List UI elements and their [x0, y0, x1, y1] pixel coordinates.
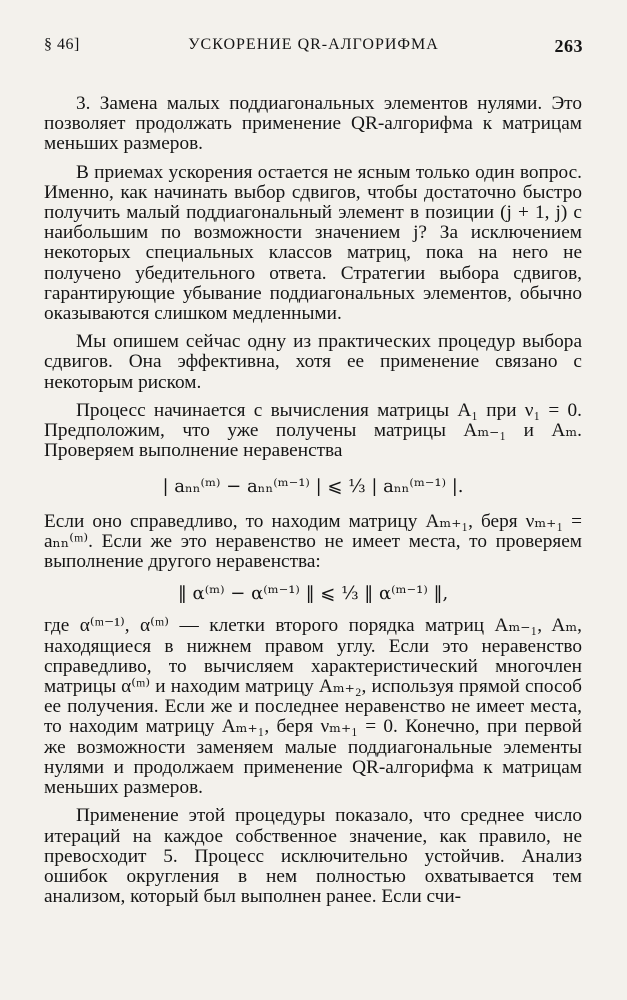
- page-number: 263: [554, 36, 583, 56]
- inequality-2: ‖ α⁽ᵐ⁾ − α⁽ᵐ⁻¹⁾ ‖ ⩽ ⅓ ‖ α⁽ᵐ⁻¹⁾ ‖,: [177, 583, 449, 605]
- inequality-1: | aₙₙ⁽ᵐ⁾ − aₙₙ⁽ᵐ⁻¹⁾ | ⩽ ⅓ | aₙₙ⁽ᵐ⁻¹⁾ |.: [162, 476, 464, 498]
- paragraph-3-zeroing: 3. Замена малых поддиагональных элементов нулями. Это позволяет продолжать применение QR-алгорифма к матрицам меньших размеров.: [44, 93, 582, 155]
- paragraph-results: Применение этой процедуры показало, что среднее число итераций на каждое собственное значение, как правило, не превосходит 5. Процесс исключительно устойчив. Анализ ошибок округления в нем полностью охватывается тем анализом, который был выполнен ранее. Если счи-: [44, 805, 582, 908]
- paragraph-shift-question: В приемах ускорения остается не ясным только один вопрос. Именно, как начинать выбор сдвигов, чтобы достаточно быстро получить малый поддиагональный элемент в позиции (j + 1, j) с наибольшим по возможности значением j? За исключением некоторых специальных классов матриц, пока на него не получено убедительного ответа. Стратегии выбора сдвигов, гарантирующие убывание поддиагональных элементов, обычно оказываются слишком медленными.: [44, 161, 582, 325]
- page-body: [44, 94, 582, 915]
- running-title: УСКОРЕНИЕ QR-АЛГОРИФМА: [188, 36, 439, 53]
- paragraph-process-start: Процесс начинается с вычисления матрицы A₁ при ν₁ = 0. Предположим, что уже получены матрицы Aₘ₋₁ и Aₘ. Проверяем выполнение неравенства: [44, 399, 582, 462]
- paragraph-procedure-intro: Мы опишем сейчас одну из практических процедур выбора сдвигов. Она эффективна, хотя ее применение связано с некоторым риском.: [44, 331, 582, 393]
- paragraph-blocks: где α⁽ᵐ⁻¹⁾, α⁽ᵐ⁾ — клетки второго порядка матриц Aₘ₋₁, Aₘ, находящиеся в нижнем правом углу. Если это неравенство справедливо, то вычисляем характеристический многочлен матрицы α⁽ᵐ⁾ и находим матрицу Aₘ₊₂, используя прямой способ ее получения. Если же и последнее неравенство не имеет места, то находим матрицу Aₘ₊₁, беря νₘ₊₁ = 0. Конечно, при первой же возможности заменяем малые поддиагональные элементы нулями и продолжаем применение QR-алгорифма к матрицам меньших размеров.: [44, 615, 582, 799]
- paragraph-if-true: Если оно справедливо, то находим матрицу Aₘ₊₁, беря νₘ₊₁ = aₙₙ⁽ᵐ⁾. Если же это неравенство не имеет места, то проверяем выполнение другого неравенства:: [44, 510, 582, 573]
- section-marker: § 46]: [44, 36, 80, 53]
